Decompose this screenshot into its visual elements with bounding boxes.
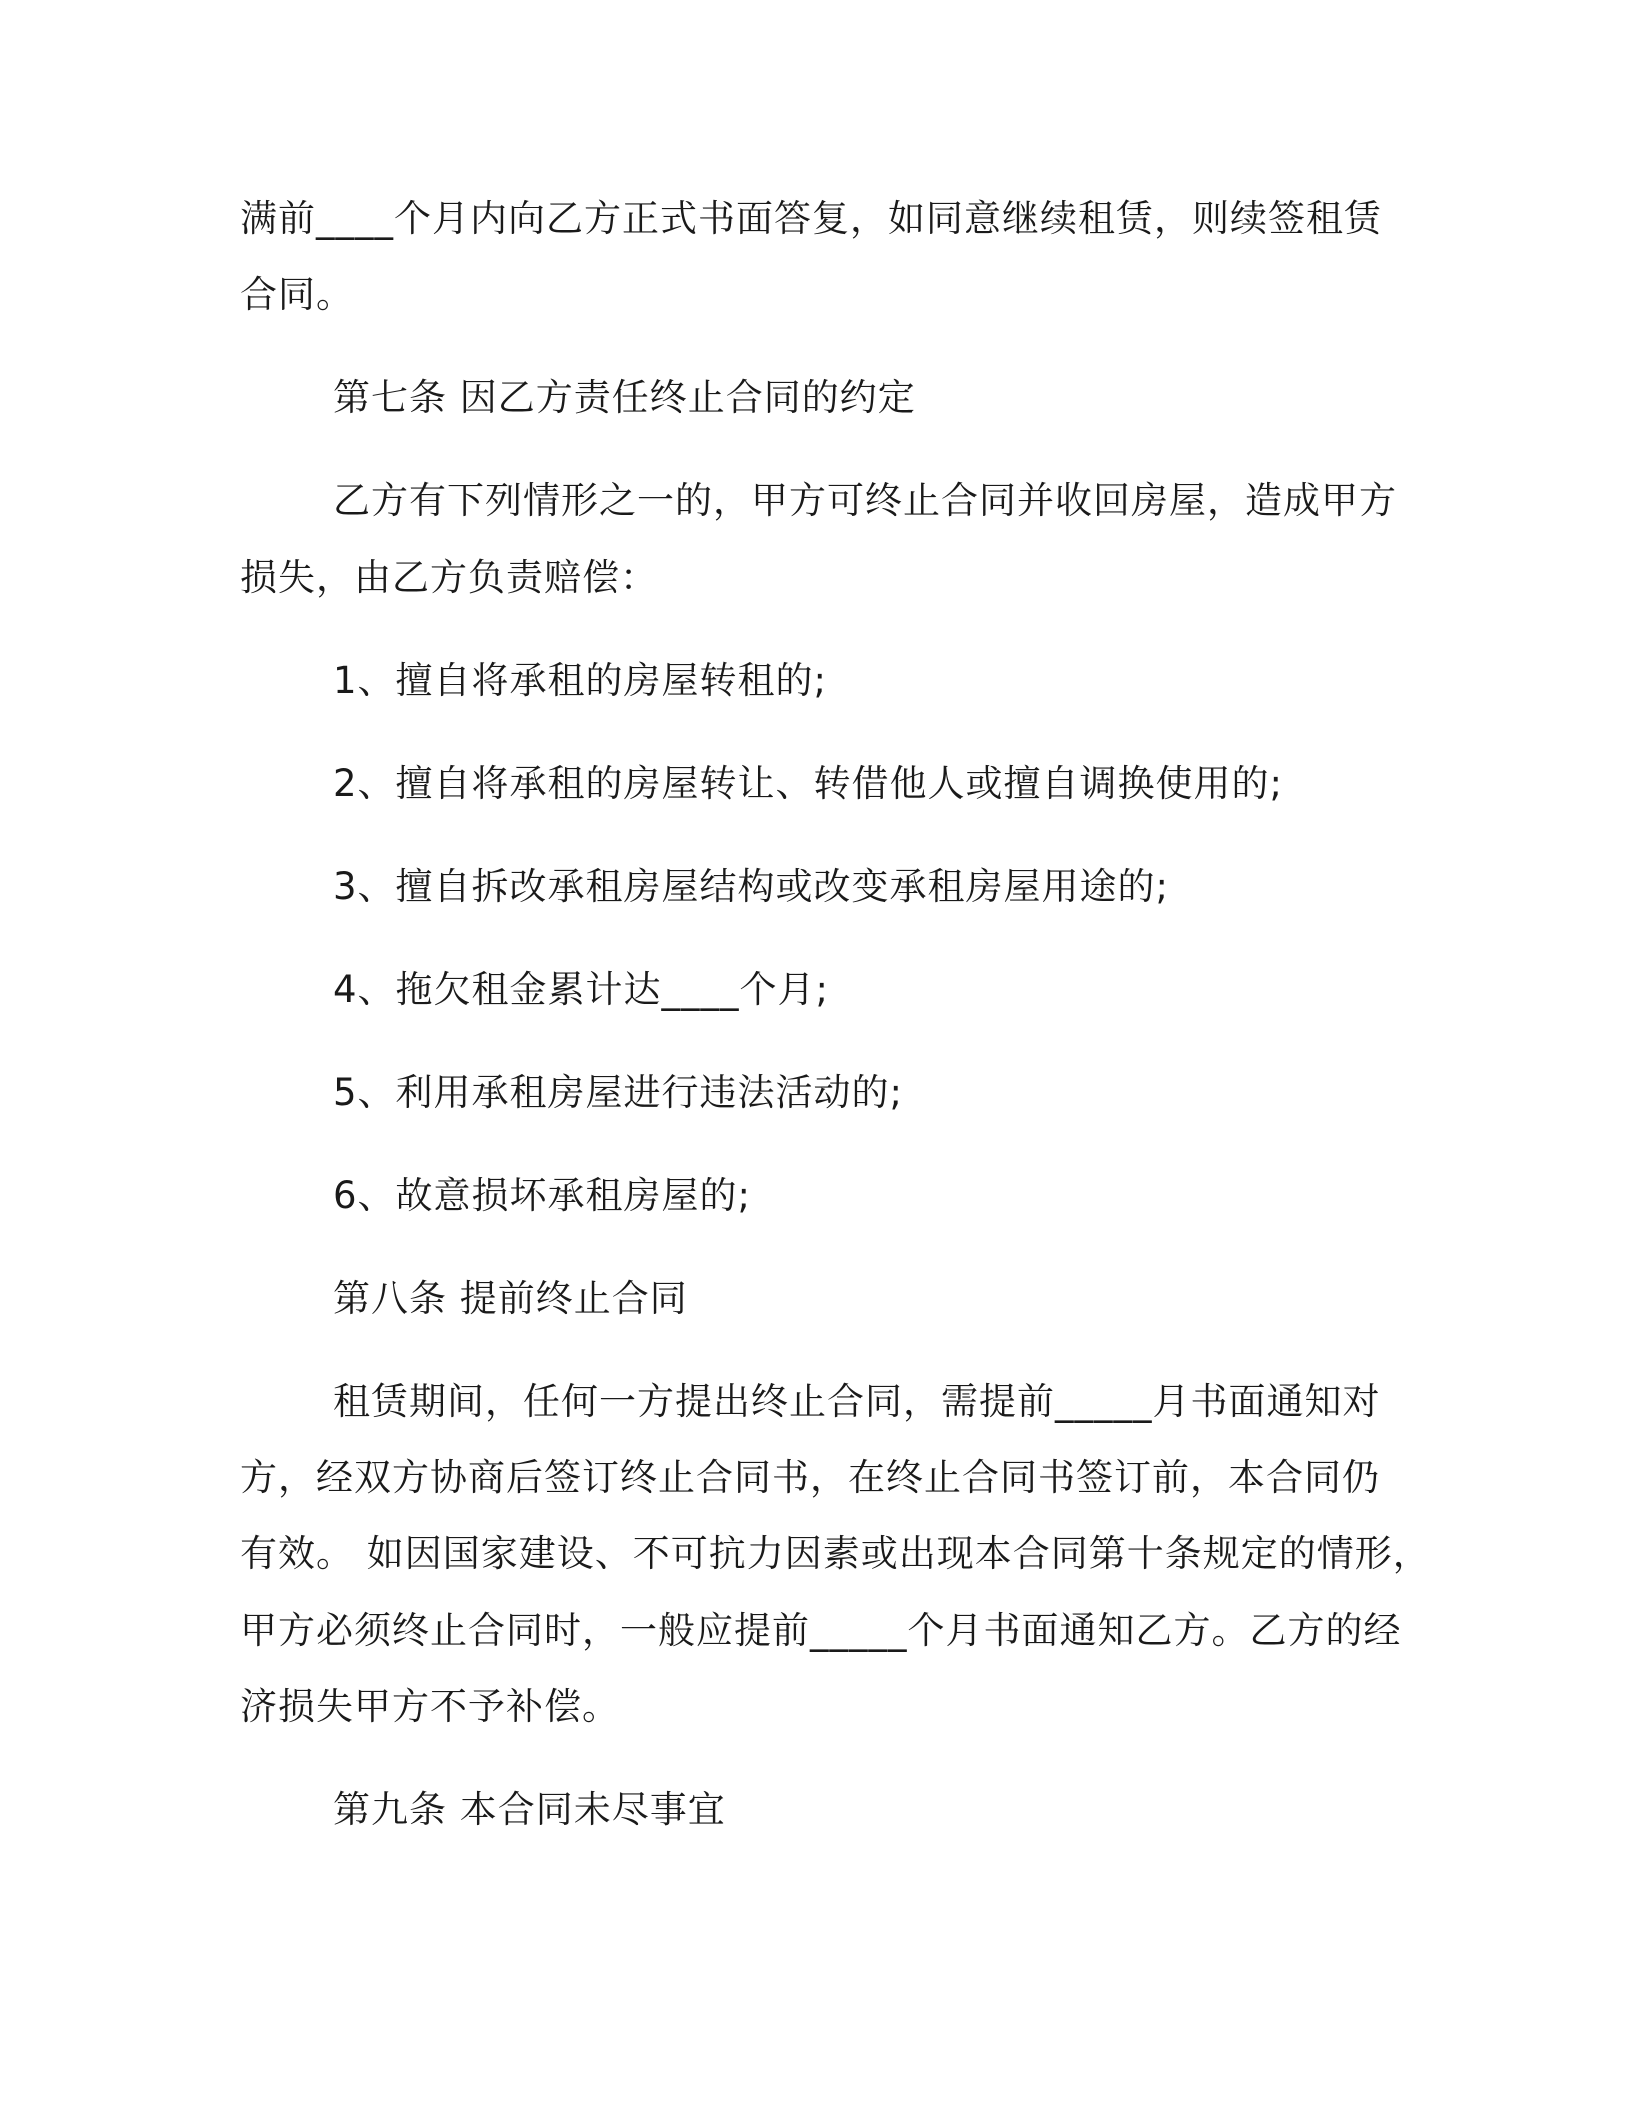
article-8-line: 甲方必须终止合同时，一般应提前_____个月书面通知乙方。乙方的经 [240, 1609, 1402, 1652]
article-8-line: 济损失甲方不予补偿。 [240, 1685, 620, 1728]
list-item: 6、故意损坏承租房屋的; [333, 1174, 752, 1217]
paragraph-line: 合同。 [240, 273, 354, 316]
list-item: 3、擅自拆改承租房屋结构或改变承租房屋用途的; [333, 865, 1170, 908]
article-8-heading: 第八条 提前终止合同 [333, 1277, 688, 1320]
list-item: 2、擅自将承租的房屋转让、转借他人或擅自调换使用的; [333, 762, 1284, 805]
article-7-intro-line: 损失，由乙方负责赔偿： [240, 556, 658, 599]
article-7-intro-line: 乙方有下列情形之一的，甲方可终止合同并收回房屋，造成甲方 [333, 479, 1397, 522]
paragraph-line: 满前____个月内向乙方正式书面答复，如同意继续租赁，则续签租赁 [240, 197, 1382, 240]
article-7-heading: 第七条 因乙方责任终止合同的约定 [333, 376, 916, 419]
list-item: 5、利用承租房屋进行违法活动的; [333, 1071, 904, 1114]
article-8-line: 方，经双方协商后签订终止合同书，在终止合同书签订前，本合同仍 [240, 1456, 1380, 1499]
article-8-line: 租赁期间，任何一方提出终止合同，需提前_____月书面通知对 [333, 1380, 1381, 1423]
article-8-line: 有效。 如因国家建设、不可抗力因素或出现本合同第十条规定的情形， [240, 1532, 1431, 1575]
article-9-heading: 第九条 本合同未尽事宜 [333, 1788, 726, 1831]
list-item: 4、拖欠租金累计达____个月; [333, 968, 830, 1011]
list-item: 1、擅自将承租的房屋转租的; [333, 659, 828, 702]
